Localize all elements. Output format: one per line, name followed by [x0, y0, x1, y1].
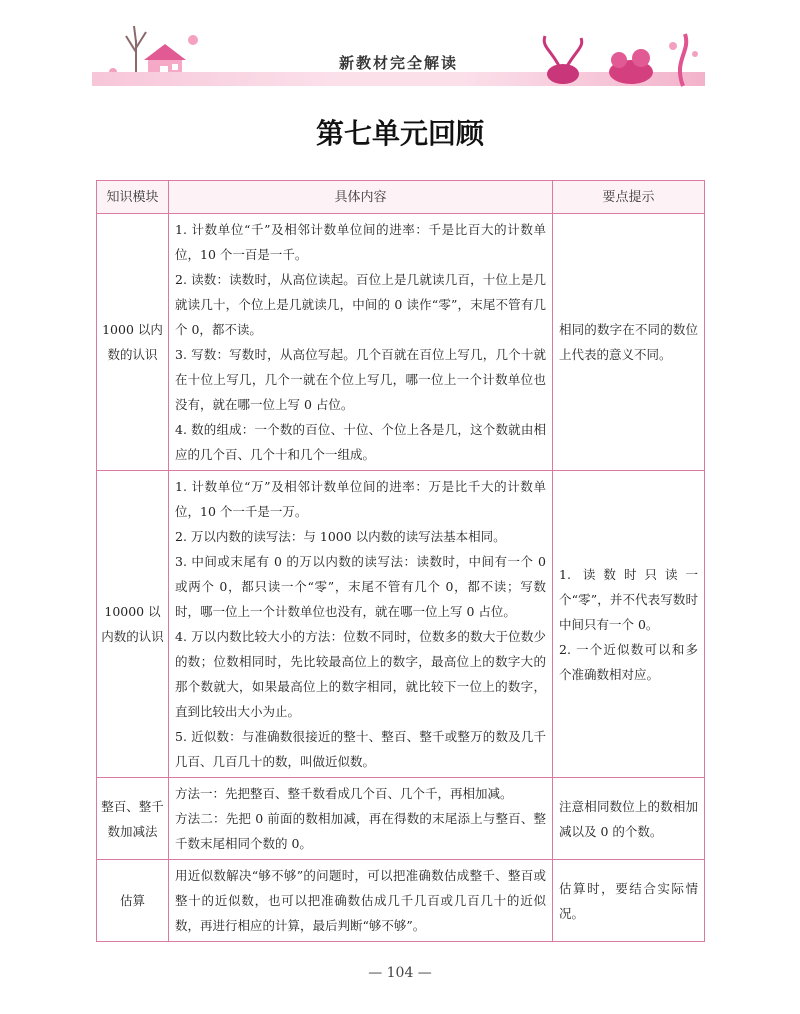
page-title: 第七单元回顾	[315, 117, 484, 150]
header-banner	[92, 22, 705, 92]
content-point: 1. 计数单位“万”及相邻计数单位间的进率：万是比千大的计数单位，10 个一千是一万。	[175, 479, 546, 519]
content-point: 5. 近似数：与准确数很接近的整十、整百、整千或整万的数及几千几百、几百几十的数，叫做近似数。	[175, 729, 546, 769]
table-row	[97, 860, 705, 942]
content-cell	[169, 860, 553, 942]
tip-point: 相同的数字在不同的数位上代表的意义不同。	[559, 322, 698, 362]
module-cell: 10000 以内数的认识	[97, 471, 169, 778]
tip-point: 估算时，要结合实际情况。	[559, 880, 698, 921]
page-number: — 104 —	[368, 965, 432, 981]
module-cell: 估算	[97, 860, 169, 942]
tips-cell	[553, 860, 705, 942]
column-header-tips: 要点提示	[553, 181, 705, 214]
flower-illustration	[523, 30, 703, 88]
content-point: 方法一：先把整百、整千数看成几个百、几个千，再相加减。	[175, 786, 513, 801]
content-point: 3. 中间或末尾有 0 的万以内数的读写法：读数时，中间有一个 0 或两个 0，都只读一个“零”，末尾不管有几个 0，都不读；写数时，哪一位上一个计数单位也没有，就在哪一位上写 0 占位。	[175, 554, 546, 619]
table-row	[97, 214, 705, 471]
tips-cell	[553, 471, 705, 778]
content-point: 4. 数的组成：一个数的百位、十位、个位上各是几，这个数就由相应的几个百、几个十和几个一组成。	[175, 422, 546, 462]
content-point: 2. 读数：读数时，从高位读起。百位上是几就读几百，十位上是几就读几十，个位上是几就读几，中间的 0 读作“零”，末尾不管有几个 0，都不读。	[175, 272, 546, 337]
content-cell	[169, 778, 553, 860]
content-cell	[169, 471, 553, 778]
column-header-module: 知识模块	[97, 181, 169, 214]
column-header-content: 具体内容	[169, 181, 553, 214]
module-cell: 整百、整千数加减法	[97, 778, 169, 860]
content-cell	[169, 214, 553, 471]
content-point: 用近似数解决“够不够”的问题时，可以把准确数估成整千、整百或整十的近似数，也可以把准确数估成几千几百或几百几十的近似数，再进行相应的计算，最后判断“够不够”。	[175, 868, 546, 933]
content-point: 4. 万以内数比较大小的方法：位数不同时，位数多的数大于位数少的数；位数相同时，先比较最高位上的数字，最高位上的数字大的那个数就大，如果最高位上的数字相同，就比较下一位上的数字，直到比较出大小为止。	[175, 629, 546, 719]
content-point: 2. 万以内数的读写法：与 1000 以内数的读写法基本相同。	[175, 529, 506, 544]
table-row	[97, 778, 705, 860]
tip-point: 1. 读数时只读一个“零”，并不代表写数时中间只有一个 0。	[559, 566, 698, 632]
tips-cell	[553, 214, 705, 471]
banner-title: 新教材完全解读	[338, 54, 458, 72]
table-header-row	[97, 181, 705, 214]
module-cell: 1000 以内数的认识	[97, 214, 169, 471]
content-point: 3. 写数：写数时，从高位写起。几个百就在百位上写几，几个十就在十位上写几，几个一就在个位上写几，哪一位上一个计数单位也没有，就在哪一位上写 0 占位。	[175, 347, 546, 412]
review-table	[96, 180, 705, 942]
tip-point: 2. 一个近似数可以和多个准确数相对应。	[559, 641, 698, 682]
tips-cell	[553, 778, 705, 860]
content-point: 方法二：先把 0 前面的数相加减，再在得数的末尾添上与整百、整千数末尾相同个数的 0。	[175, 811, 546, 851]
content-point: 1. 计数单位“千”及相邻计数单位间的进率：千是比百大的计数单位，10 个一百是一千。	[175, 222, 546, 262]
tip-point: 注意相同数位上的数相加减以及 0 的个数。	[559, 798, 698, 839]
table-row	[97, 471, 705, 778]
